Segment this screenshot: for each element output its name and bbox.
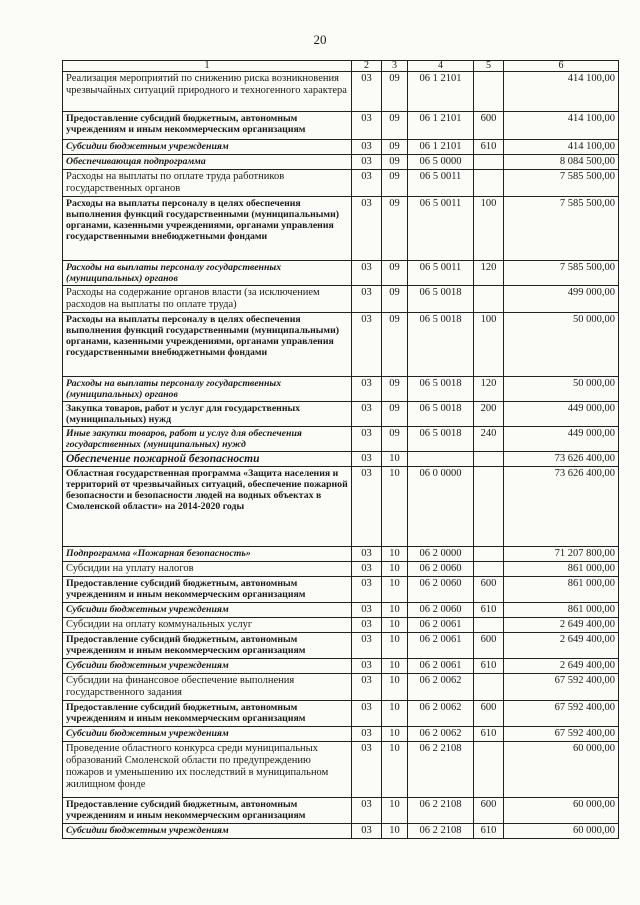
row-name-cell: Расходы на выплаты по оплате труда работников государственных органов	[63, 170, 352, 197]
expense-type-cell: 610	[474, 659, 504, 674]
expense-type-cell	[474, 170, 504, 197]
expense-type-cell	[474, 72, 504, 112]
subsection-code-cell: 09	[382, 427, 408, 452]
expense-type-cell: 120	[474, 261, 504, 286]
row-name-cell: Субсидии на уплату налогов	[63, 562, 352, 577]
table-row	[63, 618, 619, 633]
expense-type-cell	[474, 286, 504, 313]
subsection-code-cell: 09	[382, 402, 408, 427]
subsection-code-cell: 09	[382, 197, 408, 261]
amount-cell: 71 207 800,00	[504, 547, 619, 562]
table-row	[63, 170, 619, 197]
row-name-cell: Субсидии бюджетным учреждениям	[63, 659, 352, 674]
expense-type-cell	[474, 547, 504, 562]
amount-cell: 50 000,00	[504, 377, 619, 402]
section-code-cell: 03	[352, 633, 382, 659]
target-article-cell: 06 2 0000	[408, 547, 474, 562]
expense-type-cell	[474, 562, 504, 577]
target-article-cell: 06 2 0060	[408, 577, 474, 603]
target-article-cell: 06 2 0061	[408, 618, 474, 633]
row-name-cell: Субсидии бюджетным учреждениям	[63, 140, 352, 155]
row-name-cell: Обеспечивающая подпрограмма	[63, 155, 352, 170]
row-name-cell: Предоставление субсидий бюджетным, автономным учреждениям и иным некоммерческим организациям	[63, 112, 352, 140]
target-article-cell: 06 5 0018	[408, 313, 474, 377]
table-row	[63, 562, 619, 577]
column-header: 6	[504, 61, 619, 72]
expense-type-cell: 600	[474, 577, 504, 603]
table-row	[63, 547, 619, 562]
amount-cell: 414 100,00	[504, 72, 619, 112]
row-name-cell: Иные закупки товаров, работ и услуг для обеспечения государственных (муниципальных) нужд	[63, 427, 352, 452]
subsection-code-cell: 10	[382, 701, 408, 727]
section-code-cell: 03	[352, 547, 382, 562]
expense-type-cell	[474, 467, 504, 547]
expense-type-cell: 120	[474, 377, 504, 402]
target-article-cell: 06 1 2101	[408, 112, 474, 140]
section-code-cell: 03	[352, 452, 382, 467]
section-code-cell: 03	[352, 577, 382, 603]
subsection-code-cell: 10	[382, 547, 408, 562]
table-row	[63, 377, 619, 402]
table-row	[63, 674, 619, 701]
expense-type-cell	[474, 742, 504, 798]
amount-cell: 7 585 500,00	[504, 197, 619, 261]
row-name-cell: Расходы на содержание органов власти (за исключением расходов на выплаты по оплате труда)	[63, 286, 352, 313]
target-article-cell	[408, 452, 474, 467]
target-article-cell: 06 2 0062	[408, 727, 474, 742]
row-name-cell: Расходы на выплаты персоналу в целях обеспечения выполнения функций государственными (муниципальными) органами, казенными учреждениями, органами управления государственными внебюджетными фондами	[63, 197, 352, 261]
amount-cell: 73 626 400,00	[504, 467, 619, 547]
amount-cell: 67 592 400,00	[504, 674, 619, 701]
page-number: 20	[313, 32, 327, 47]
table-row	[63, 577, 619, 603]
table-row	[63, 140, 619, 155]
amount-cell: 861 000,00	[504, 603, 619, 618]
target-article-cell: 06 5 0011	[408, 261, 474, 286]
column-header: 4	[408, 61, 474, 72]
table-row	[63, 701, 619, 727]
table-row	[63, 452, 619, 467]
expense-type-cell	[474, 452, 504, 467]
row-name-cell: Расходы на выплаты персоналу в целях обеспечения выполнения функций государственными (муниципальными) органами, казенными учреждениями, органами управления государственными внебюджетными фондами	[63, 313, 352, 377]
section-code-cell: 03	[352, 72, 382, 112]
amount-cell: 7 585 500,00	[504, 261, 619, 286]
table-row	[63, 197, 619, 261]
row-name-cell: Расходы на выплаты персоналу государственных (муниципальных) органов	[63, 377, 352, 402]
table-header-row	[63, 61, 619, 72]
subsection-code-cell: 10	[382, 727, 408, 742]
subsection-code-cell: 09	[382, 155, 408, 170]
subsection-code-cell: 09	[382, 170, 408, 197]
expense-type-cell: 610	[474, 603, 504, 618]
target-article-cell: 06 5 0018	[408, 286, 474, 313]
target-article-cell: 06 2 2108	[408, 798, 474, 824]
row-name-cell: Субсидии бюджетным учреждениям	[63, 727, 352, 742]
section-code-cell: 03	[352, 140, 382, 155]
section-code-cell: 03	[352, 155, 382, 170]
subsection-code-cell: 09	[382, 313, 408, 377]
table-row	[63, 824, 619, 839]
row-name-cell: Проведение областного конкурса среди муниципальных образований Смоленской области по предупреждению пожаров и уменьшению их последствий в муниципальном жилищном фонде	[63, 742, 352, 798]
target-article-cell: 06 2 0060	[408, 603, 474, 618]
section-code-cell: 03	[352, 618, 382, 633]
table-row	[63, 427, 619, 452]
section-code-cell: 03	[352, 377, 382, 402]
row-name-cell: Областная государственная программа «Защита населения и территорий от чрезвычайных ситуаций, обеспечение пожарной безопасности и безопасности людей на водных объектах в Смоленской области» на 2014-2020 годы	[63, 467, 352, 547]
expense-type-cell	[474, 618, 504, 633]
table-row	[63, 72, 619, 112]
target-article-cell: 06 5 0000	[408, 155, 474, 170]
expense-type-cell: 600	[474, 633, 504, 659]
subsection-code-cell: 09	[382, 72, 408, 112]
subsection-code-cell: 10	[382, 562, 408, 577]
target-article-cell: 06 5 0018	[408, 377, 474, 402]
subsection-code-cell: 10	[382, 577, 408, 603]
subsection-code-cell: 10	[382, 633, 408, 659]
table-row	[63, 633, 619, 659]
section-code-cell: 03	[352, 112, 382, 140]
target-article-cell: 06 5 0011	[408, 170, 474, 197]
table-row	[63, 727, 619, 742]
section-code-cell: 03	[352, 402, 382, 427]
target-article-cell: 06 2 0062	[408, 701, 474, 727]
row-name-cell: Предоставление субсидий бюджетным, автономным учреждениям и иным некоммерческим организациям	[63, 701, 352, 727]
subsection-code-cell: 09	[382, 261, 408, 286]
amount-cell: 50 000,00	[504, 313, 619, 377]
subsection-code-cell: 10	[382, 452, 408, 467]
section-code-cell: 03	[352, 674, 382, 701]
table-row	[63, 155, 619, 170]
amount-cell: 414 100,00	[504, 112, 619, 140]
row-name-cell: Субсидии на финансовое обеспечение выполнения государственного задания	[63, 674, 352, 701]
table-body	[63, 72, 619, 839]
expense-type-cell: 100	[474, 313, 504, 377]
expense-type-cell	[474, 674, 504, 701]
expense-type-cell	[474, 155, 504, 170]
subsection-code-cell: 10	[382, 742, 408, 798]
subsection-code-cell: 10	[382, 659, 408, 674]
amount-cell: 2 649 400,00	[504, 659, 619, 674]
amount-cell: 7 585 500,00	[504, 170, 619, 197]
section-code-cell: 03	[352, 727, 382, 742]
section-code-cell: 03	[352, 197, 382, 261]
subsection-code-cell: 10	[382, 824, 408, 839]
section-code-cell: 03	[352, 286, 382, 313]
amount-cell: 2 649 400,00	[504, 633, 619, 659]
section-code-cell: 03	[352, 467, 382, 547]
target-article-cell: 06 1 2101	[408, 140, 474, 155]
section-code-cell: 03	[352, 742, 382, 798]
row-name-cell: Обеспечение пожарной безопасности	[63, 452, 352, 467]
section-code-cell: 03	[352, 603, 382, 618]
section-code-cell: 03	[352, 659, 382, 674]
amount-cell: 67 592 400,00	[504, 727, 619, 742]
target-article-cell: 06 1 2101	[408, 72, 474, 112]
target-article-cell: 06 2 0061	[408, 659, 474, 674]
table-row	[63, 261, 619, 286]
expense-type-cell: 240	[474, 427, 504, 452]
row-name-cell: Предоставление субсидий бюджетным, автономным учреждениям и иным некоммерческим организациям	[63, 577, 352, 603]
subsection-code-cell: 09	[382, 286, 408, 313]
subsection-code-cell: 09	[382, 140, 408, 155]
subsection-code-cell: 10	[382, 603, 408, 618]
target-article-cell: 06 5 0018	[408, 427, 474, 452]
target-article-cell: 06 5 0011	[408, 197, 474, 261]
amount-cell: 449 000,00	[504, 402, 619, 427]
table-row	[63, 112, 619, 140]
subsection-code-cell: 10	[382, 798, 408, 824]
target-article-cell: 06 2 2108	[408, 824, 474, 839]
table-row	[63, 402, 619, 427]
expense-type-cell: 610	[474, 727, 504, 742]
column-header: 1	[63, 61, 352, 72]
row-name-cell: Реализация мероприятий по снижению риска возникновения чрезвычайных ситуаций природного и техногенного характера	[63, 72, 352, 112]
expense-type-cell: 200	[474, 402, 504, 427]
row-name-cell: Субсидии бюджетным учреждениям	[63, 603, 352, 618]
table-row	[63, 742, 619, 798]
table-row	[63, 603, 619, 618]
row-name-cell: Подпрограмма «Пожарная безопасность»	[63, 547, 352, 562]
subsection-code-cell: 10	[382, 674, 408, 701]
target-article-cell: 06 5 0018	[408, 402, 474, 427]
section-code-cell: 03	[352, 562, 382, 577]
section-code-cell: 03	[352, 824, 382, 839]
amount-cell: 60 000,00	[504, 798, 619, 824]
row-name-cell: Предоставление субсидий бюджетным, автономным учреждениям и иным некоммерческим организациям	[63, 633, 352, 659]
target-article-cell: 06 0 0000	[408, 467, 474, 547]
amount-cell: 499 000,00	[504, 286, 619, 313]
amount-cell: 2 649 400,00	[504, 618, 619, 633]
target-article-cell: 06 2 0060	[408, 562, 474, 577]
amount-cell: 8 084 500,00	[504, 155, 619, 170]
amount-cell: 73 626 400,00	[504, 452, 619, 467]
section-code-cell: 03	[352, 427, 382, 452]
section-code-cell: 03	[352, 701, 382, 727]
amount-cell: 449 000,00	[504, 427, 619, 452]
row-name-cell: Субсидии бюджетным учреждениям	[63, 824, 352, 839]
amount-cell: 414 100,00	[504, 140, 619, 155]
expense-type-cell: 610	[474, 140, 504, 155]
subsection-code-cell: 10	[382, 467, 408, 547]
table-row	[63, 313, 619, 377]
amount-cell: 861 000,00	[504, 562, 619, 577]
row-name-cell: Предоставление субсидий бюджетным, автономным учреждениям и иным некоммерческим организациям	[63, 798, 352, 824]
subsection-code-cell: 09	[382, 377, 408, 402]
row-name-cell: Субсидии на оплату коммунальных услуг	[63, 618, 352, 633]
table-row	[63, 286, 619, 313]
column-header: 2	[352, 61, 382, 72]
expense-type-cell: 600	[474, 112, 504, 140]
amount-cell: 60 000,00	[504, 824, 619, 839]
budget-table	[62, 60, 619, 839]
target-article-cell: 06 2 0062	[408, 674, 474, 701]
section-code-cell: 03	[352, 170, 382, 197]
row-name-cell: Закупка товаров, работ и услуг для государственных (муниципальных) нужд	[63, 402, 352, 427]
target-article-cell: 06 2 0061	[408, 633, 474, 659]
amount-cell: 67 592 400,00	[504, 701, 619, 727]
amount-cell: 861 000,00	[504, 577, 619, 603]
column-header: 3	[382, 61, 408, 72]
column-header: 5	[474, 61, 504, 72]
row-name-cell: Расходы на выплаты персоналу государственных (муниципальных) органов	[63, 261, 352, 286]
expense-type-cell: 600	[474, 798, 504, 824]
expense-type-cell: 100	[474, 197, 504, 261]
section-code-cell: 03	[352, 798, 382, 824]
amount-cell: 60 000,00	[504, 742, 619, 798]
table-row	[63, 467, 619, 547]
section-code-cell: 03	[352, 261, 382, 286]
section-code-cell: 03	[352, 313, 382, 377]
expense-type-cell: 610	[474, 824, 504, 839]
table-row	[63, 659, 619, 674]
table-row	[63, 798, 619, 824]
subsection-code-cell: 09	[382, 112, 408, 140]
target-article-cell: 06 2 2108	[408, 742, 474, 798]
expense-type-cell: 600	[474, 701, 504, 727]
subsection-code-cell: 10	[382, 618, 408, 633]
